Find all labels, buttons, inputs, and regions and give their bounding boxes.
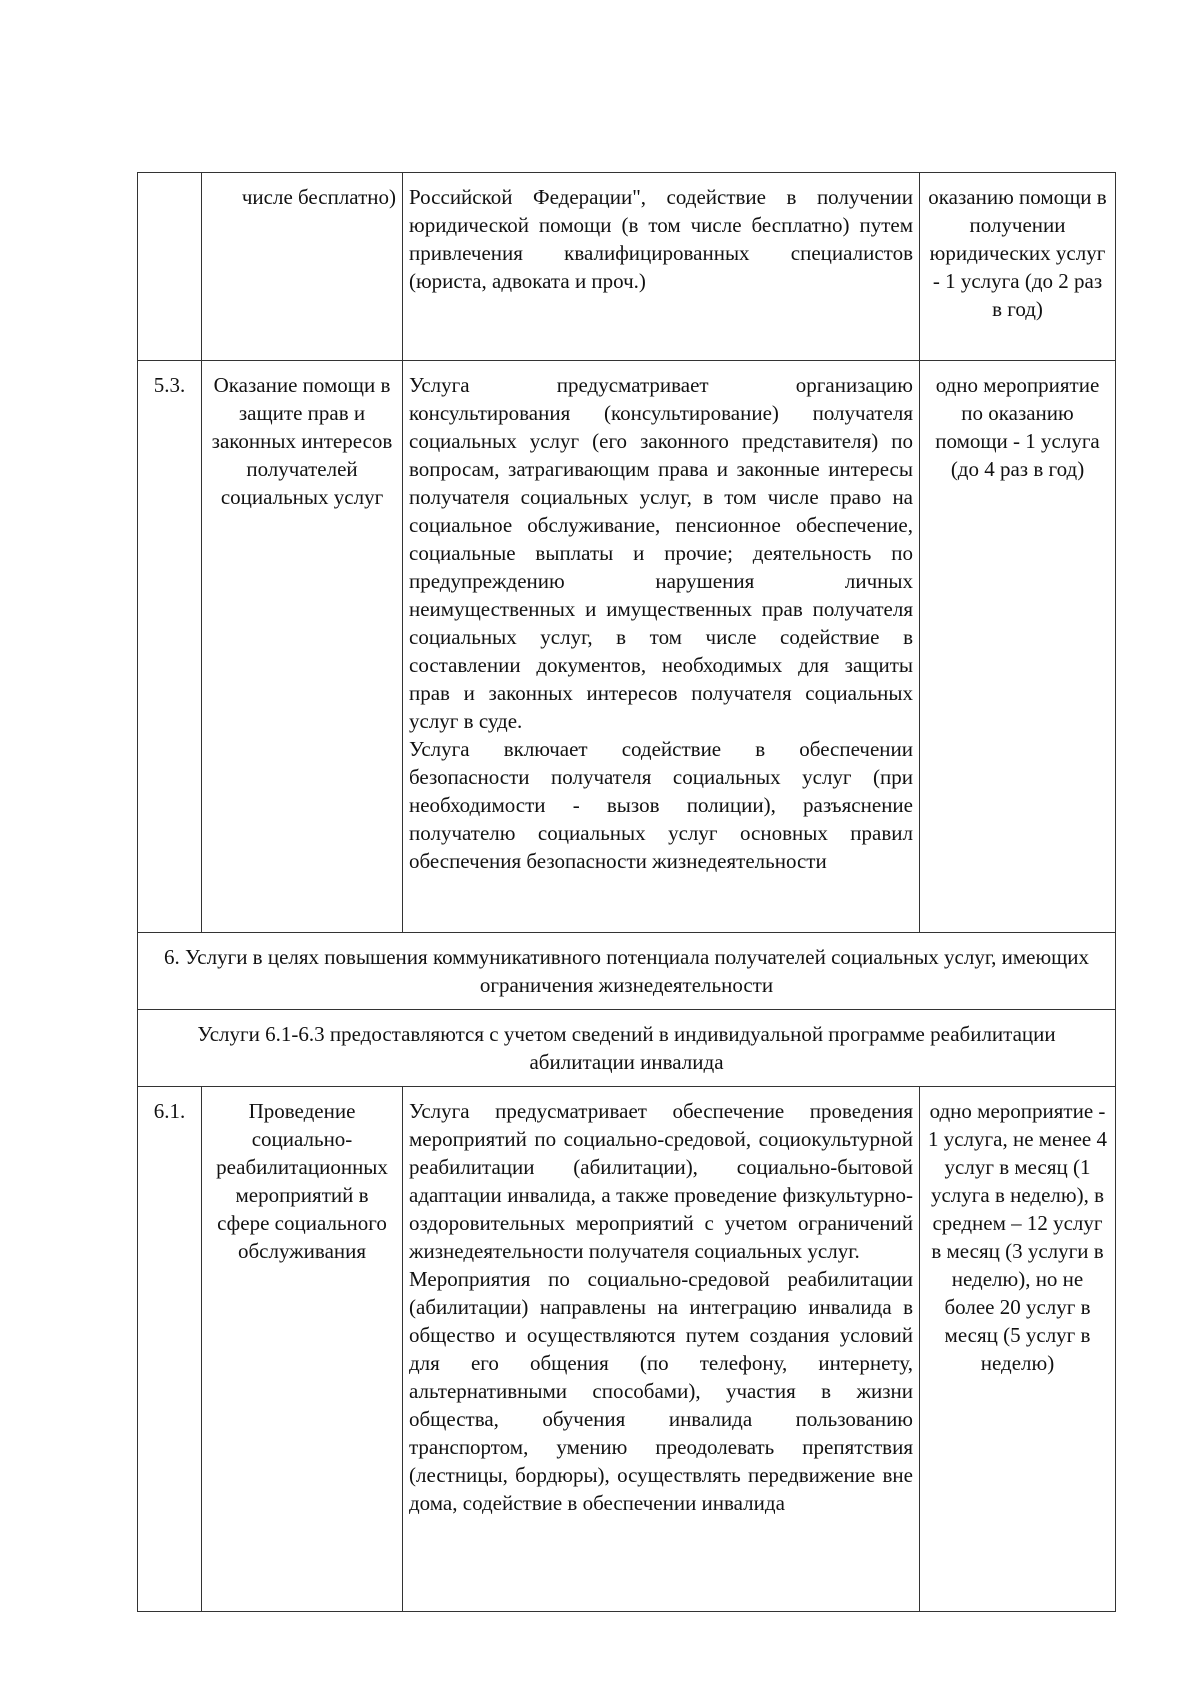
service-description-cell [403, 361, 920, 933]
row-number-cell [138, 173, 202, 361]
row-number-cell: 6.1. [138, 1087, 202, 1612]
description-paragraph: Услуга включает содействие в обеспечении безопасности получателя социальных услуг (при необходимости - вызов полиции), разъяснение получателю социальных услуг основных правил обеспечения безопасности жизнедеятельности [409, 737, 913, 873]
service-description-cell [403, 1087, 920, 1612]
table-row-5-3 [138, 361, 1116, 933]
services-table [137, 172, 1116, 1612]
section-heading: 6. Услуги в целях повышения коммуникативного потенциала получателей социальных услуг, имеющих ограничения жизнедеятельности [138, 933, 1116, 1010]
service-volume-cell: одно мероприятие - 1 услуга, не менее 4 услуг в месяц (1 услуга в неделю), в среднем – 12 услуг в месяц (3 услуги в неделю), но не более 20 услуг в месяц (5 услуг в неделю) [920, 1087, 1116, 1612]
section-heading-row [138, 933, 1116, 1010]
description-paragraph: Услуга предусматривает обеспечение проведения мероприятий по социально-средовой, социокультурной реабилитации (абилитации), социально-бытовой адаптации инвалида, а также проведение физкультурно-оздоровительных мероприятий с учетом ограничений жизнедеятельности получателя социальных услуг. [409, 1099, 913, 1263]
service-name-cell: числе бесплатно) [202, 173, 403, 361]
description-paragraph: Услуга предусматривает организацию консультирования (консультирование) получателя социальных услуг (его законного представителя) по вопросам, затрагивающим права и законные интересы получателя социальных услуг, в том числе право на социальное обслуживание, пенсионное обеспечение, социальные выплаты и прочие; деятельность по предупреждению нарушения личных неимущественных и имущественных прав получателя социальных услуг, в том числе содействие в составлении документов, необходимых для защиты прав и законных интересов получателя социальных услуг в суде. [409, 373, 913, 733]
service-volume-cell: оказанию помощи в получении юридических услуг - 1 услуга (до 2 раз в год) [920, 173, 1116, 361]
table-row-continued [138, 173, 1116, 361]
section-note: Услуги 6.1-6.3 предоставляются с учетом сведений в индивидуальной программе реабилитации абилитации инвалида [138, 1010, 1116, 1087]
description-paragraph: Мероприятия по социально-средовой реабилитации (абилитации) направлены на интеграцию инвалида в общество и осуществляются путем создания условий для его общения (по телефону, интернету, альтернативными способами), участия в жизни общества, обучения инвалида пользованию транспортом, умению преодолевать препятствия (лестницы, бордюры), осуществлять передвижение вне дома, содействие в обеспечении инвалида [409, 1267, 913, 1515]
service-name-cell: Оказание помощи в защите прав и законных интересов получателей социальных услуг [202, 361, 403, 933]
service-name-cell: Проведение социально-реабилитационных мероприятий в сфере социального обслуживания [202, 1087, 403, 1612]
service-description-cell: Российской Федерации", содействие в получении юридической помощи (в том числе бесплатно) путем привлечения квалифицированных специалистов (юриста, адвоката и проч.) [403, 173, 920, 361]
table-row-6-1 [138, 1087, 1116, 1612]
service-volume-cell: одно мероприятие по оказанию помощи - 1 услуга (до 4 раз в год) [920, 361, 1116, 933]
row-number-cell: 5.3. [138, 361, 202, 933]
section-note-row [138, 1010, 1116, 1087]
